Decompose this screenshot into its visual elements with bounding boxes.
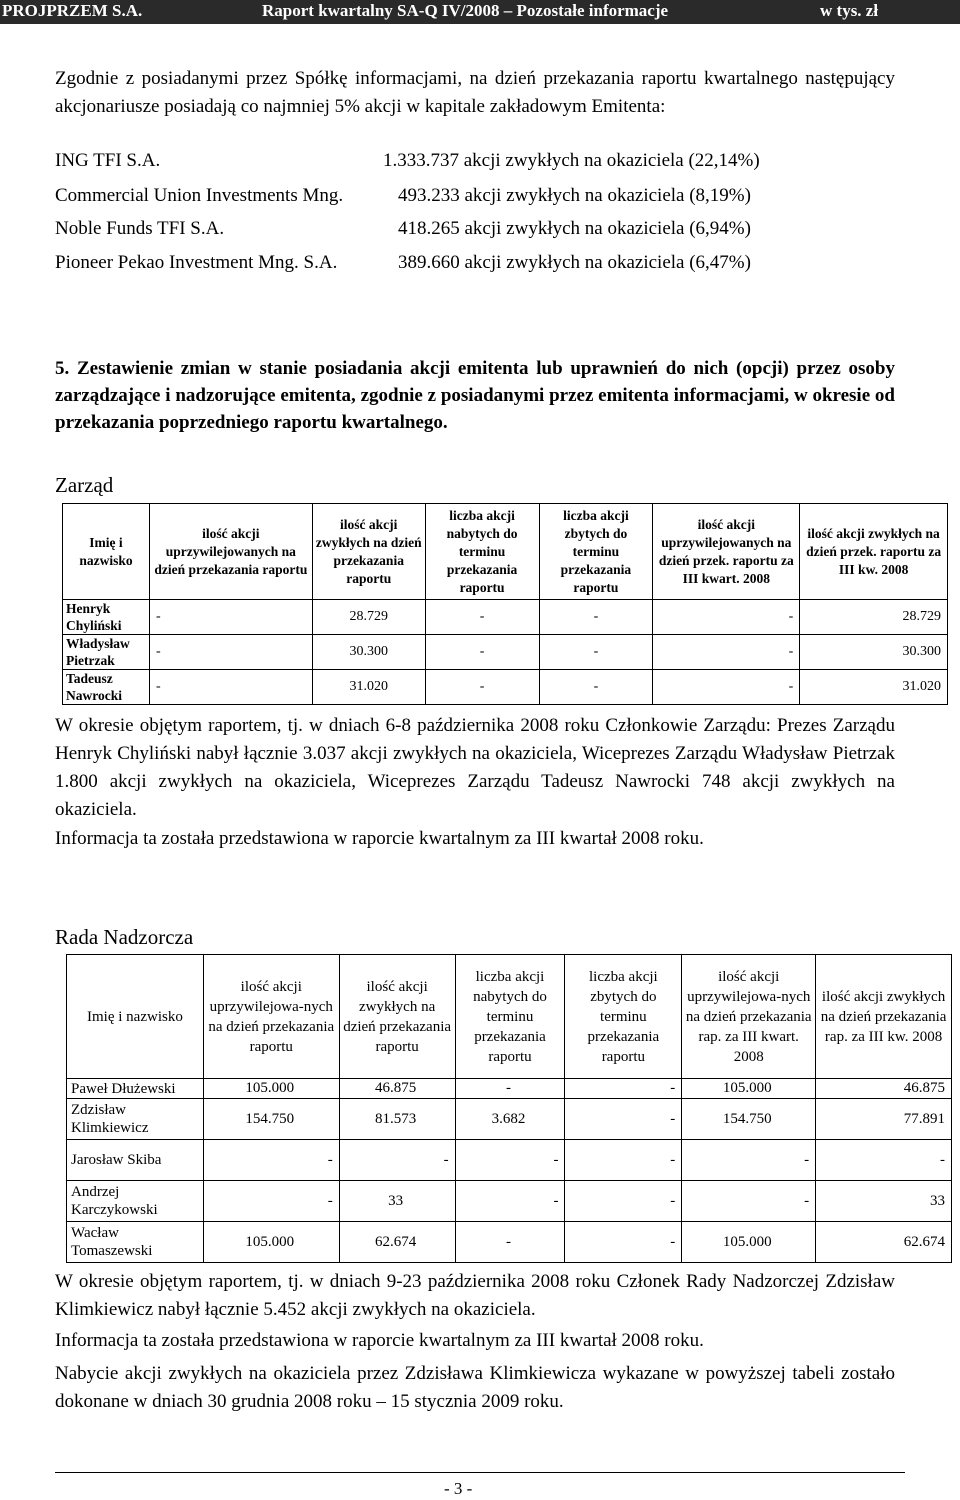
cell: 62.674 xyxy=(816,1222,952,1263)
shareholder-name: Commercial Union Investments Mng. xyxy=(55,185,344,206)
company-name: PROJPRZEM S.A. xyxy=(2,1,143,20)
cell: - xyxy=(149,635,312,670)
col-header: ilość akcji zwykłych na dzień przekazania raportu xyxy=(312,504,425,600)
cell: 33 xyxy=(816,1181,952,1222)
table-row xyxy=(67,1222,952,1263)
rada-title: Rada Nadzorcza xyxy=(55,925,194,949)
table-row xyxy=(63,600,948,635)
col-header: liczba akcji nabytych do terminu przekazania raportu xyxy=(455,955,565,1079)
col-header: ilość akcji uprzywilejowanych na dzień przek. raportu za III kwart. 2008 xyxy=(653,504,800,600)
cell: 105.000 xyxy=(682,1079,816,1099)
cell: - xyxy=(565,1140,682,1181)
shareholder-name: Pioneer Pekao Investment Mng. S.A. xyxy=(55,252,338,273)
cell: 30.300 xyxy=(312,635,425,670)
report-title: Raport kwartalny SA-Q IV/2008 – Pozostałe informacje xyxy=(262,1,669,20)
table-row xyxy=(63,670,948,705)
cell: 105.000 xyxy=(203,1079,339,1099)
cell: 31.020 xyxy=(312,670,425,705)
shareholder-holding: 1.333.737 akcji zwykłych na okaziciela (22,14%) xyxy=(383,150,760,171)
cell-name: Andrzej Karczykowski xyxy=(67,1181,204,1222)
cell: 81.573 xyxy=(339,1099,455,1140)
col-header: Imię i nazwisko xyxy=(63,504,150,600)
cell: 28.729 xyxy=(312,600,425,635)
footer-divider xyxy=(55,1472,905,1473)
cell: - xyxy=(653,635,800,670)
rada-note-2: Informacja ta została przedstawiona w raporcie kwartalnym za III kwartał 2008 roku. xyxy=(55,1330,704,1351)
unit-label: w tys. zł xyxy=(820,1,879,20)
zarzad-title: Zarząd xyxy=(55,473,114,497)
cell-name: Henryk Chyliński xyxy=(63,600,150,635)
cell-name: Władysław Pietrzak xyxy=(63,635,150,670)
cell: - xyxy=(203,1181,339,1222)
cell: 77.891 xyxy=(816,1099,952,1140)
page-header xyxy=(0,0,960,24)
col-header: Imię i nazwisko xyxy=(67,955,204,1079)
cell-name: Zdzisław Klimkiewicz xyxy=(67,1099,204,1140)
rada-header-row xyxy=(67,955,952,1079)
cell: 154.750 xyxy=(682,1099,816,1140)
shareholder-holding: 493.233 akcji zwykłych na okaziciela (8,19%) xyxy=(398,185,751,206)
rada-note-3: Nabycie akcji zwykłych na okaziciela przez Zdzisława Klimkiewicza wykazane w powyższej tabeli zostało dokonane w dniach 30 grudnia 2008 roku – 15 stycznia 2009 roku. xyxy=(55,1363,895,1412)
table-row xyxy=(63,635,948,670)
col-header: ilość akcji zwykłych na dzień przekazania raportu xyxy=(339,955,455,1079)
shareholders-intro: Zgodnie z posiadanymi przez Spółkę informacjami, na dzień przekazania raportu kwartalnego następujący akcjonariusze posiadają co najmniej 5% akcji w kapitale zakładowym Emitenta: xyxy=(55,68,895,117)
cell: - xyxy=(565,1222,682,1263)
cell: - xyxy=(816,1140,952,1181)
cell: - xyxy=(682,1181,816,1222)
rada-table xyxy=(66,954,952,1263)
cell-name: Jarosław Skiba xyxy=(67,1140,204,1181)
shareholder-name: Noble Funds TFI S.A. xyxy=(55,218,225,239)
cell: - xyxy=(455,1222,565,1263)
cell-name: Wacław Tomaszewski xyxy=(67,1222,204,1263)
cell: - xyxy=(425,635,539,670)
cell: 33 xyxy=(339,1181,455,1222)
cell: 28.729 xyxy=(800,600,948,635)
table-row xyxy=(67,1181,952,1222)
col-header: ilość akcji zwykłych na dzień przekazania rap. za III kw. 2008 xyxy=(816,955,952,1079)
col-header: liczba akcji nabytych do terminu przekazania raportu xyxy=(425,504,539,600)
cell-name: Tadeusz Nawrocki xyxy=(63,670,150,705)
cell: - xyxy=(455,1181,565,1222)
cell: - xyxy=(425,670,539,705)
cell: 3.682 xyxy=(455,1099,565,1140)
cell: - xyxy=(565,1181,682,1222)
col-header: liczba akcji zbytych do terminu przekazania raportu xyxy=(565,955,682,1079)
cell: 62.674 xyxy=(339,1222,455,1263)
col-header: ilość akcji uprzywilejowanych na dzień przekazania raportu xyxy=(149,504,312,600)
cell: - xyxy=(539,670,653,705)
cell: 105.000 xyxy=(682,1222,816,1263)
shareholder-holding: 418.265 akcji zwykłych na okaziciela (6,94%) xyxy=(398,218,751,239)
cell: - xyxy=(203,1140,339,1181)
cell: - xyxy=(425,600,539,635)
cell: - xyxy=(339,1140,455,1181)
cell: 46.875 xyxy=(339,1079,455,1099)
cell: - xyxy=(653,670,800,705)
cell: 154.750 xyxy=(203,1099,339,1140)
zarzad-note-2: Informacja ta została przedstawiona w raporcie kwartalnym za III kwartał 2008 roku. xyxy=(55,828,704,849)
col-header: liczba akcji zbytych do terminu przekazania raportu xyxy=(539,504,653,600)
cell: - xyxy=(565,1099,682,1140)
page-number: - 3 - xyxy=(444,1479,473,1498)
table-row xyxy=(67,1140,952,1181)
col-header: ilość akcji uprzywilejowa-nych na dzień przekazania rap. za III kwart. 2008 xyxy=(682,955,816,1079)
shareholder-holding: 389.660 akcji zwykłych na okaziciela (6,47%) xyxy=(398,252,751,273)
section-5-heading: 5. Zestawienie zmian w stanie posiadania akcji emitenta lub uprawnień do nich (opcji) przez osoby zarządzające i nadzorujące emitenta, zgodnie z posiadanymi przez emitenta informacjami, w okresie od przekazania poprzedniego raportu kwartalnego. xyxy=(55,358,895,433)
cell: 30.300 xyxy=(800,635,948,670)
col-header: ilość akcji uprzywilejowa-nych na dzień przekazania raportu xyxy=(203,955,339,1079)
cell-name: Paweł Dłużewski xyxy=(67,1079,204,1099)
cell: - xyxy=(455,1079,565,1099)
table-row xyxy=(67,1099,952,1140)
shareholder-name: ING TFI S.A. xyxy=(55,150,161,171)
cell: - xyxy=(565,1079,682,1099)
cell: 46.875 xyxy=(816,1079,952,1099)
zarzad-header-row xyxy=(63,504,948,600)
zarzad-table xyxy=(62,503,948,705)
cell: - xyxy=(539,600,653,635)
cell: - xyxy=(539,635,653,670)
cell: - xyxy=(682,1140,816,1181)
col-header: ilość akcji zwykłych na dzień przek. raportu za III kw. 2008 xyxy=(800,504,948,600)
cell: - xyxy=(455,1140,565,1181)
cell: - xyxy=(653,600,800,635)
rada-note-1: W okresie objętym raportem, tj. w dniach 9-23 października 2008 roku Członek Rady Nadzorczej Zdzisław Klimkiewicz nabył łącznie 5.452 akcji zwykłych na okaziciela. xyxy=(55,1271,895,1320)
zarzad-note-1: W okresie objętym raportem, tj. w dniach 6-8 października 2008 roku Członkowie Zarządu: Prezes Zarządu Henryk Chyliński nabył łącznie 3.037 akcji zwykłych na okaziciela, Wiceprezes Zarządu Władysław Pietrzak 1.800 akcji zwykłych na okaziciela, Wiceprezes Zarządu Tadeusz Nawrocki 748 akcji zwykłych na okaziciela. xyxy=(55,715,895,820)
cell: 31.020 xyxy=(800,670,948,705)
cell: - xyxy=(149,670,312,705)
cell: - xyxy=(149,600,312,635)
table-row xyxy=(67,1079,952,1099)
cell: 105.000 xyxy=(203,1222,339,1263)
